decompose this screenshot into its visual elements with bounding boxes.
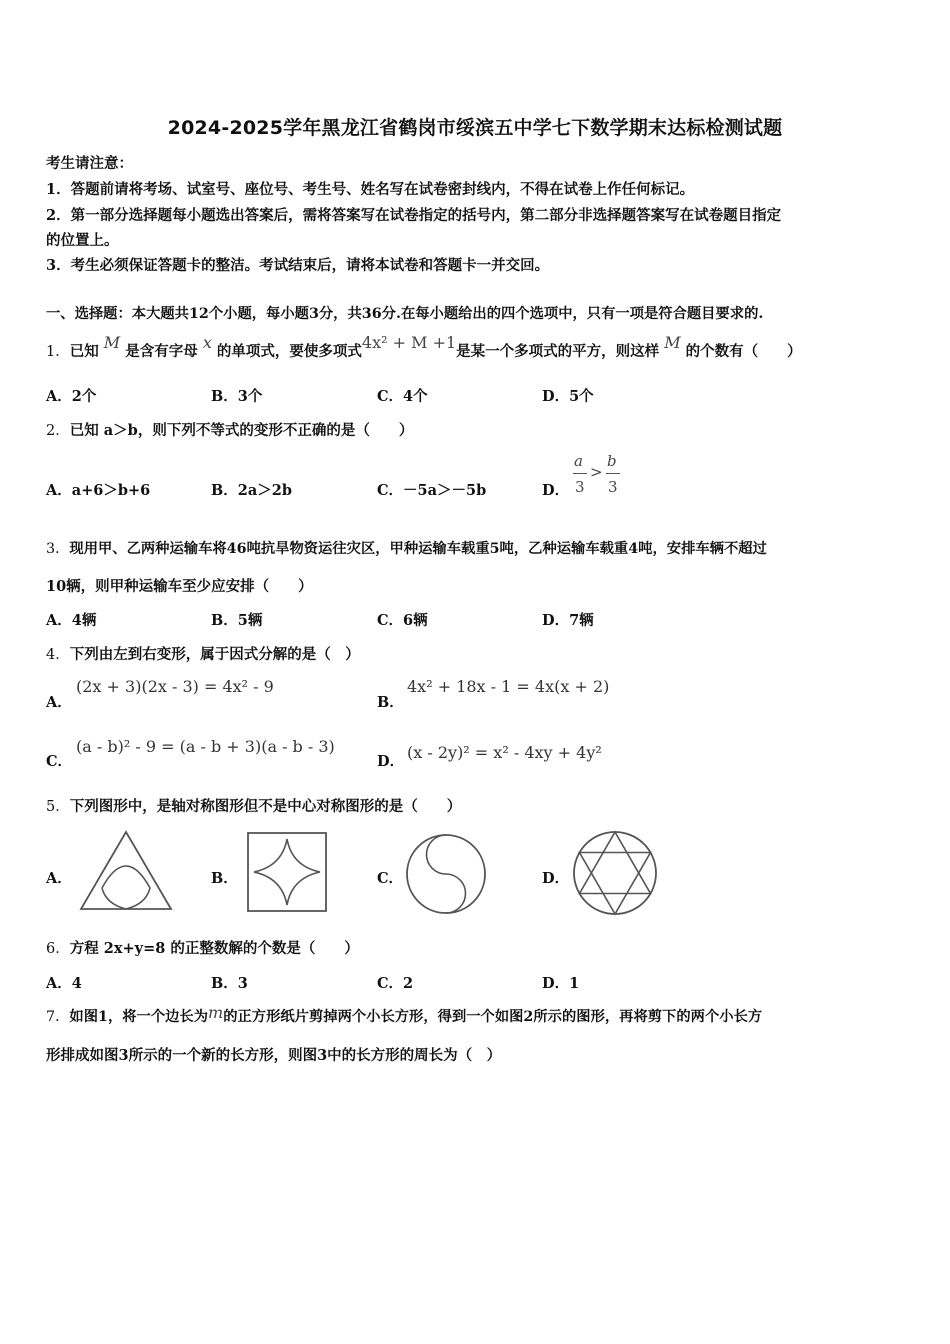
q4-option-b-expr: 4x² + 18x - 1 = 4x(x + 2) bbox=[407, 677, 610, 696]
q1-text-3: 的单项式，要使多项式 bbox=[216, 343, 362, 360]
triangle-arc-figure bbox=[76, 828, 176, 914]
q1-math-x: x bbox=[202, 333, 212, 352]
question-6 bbox=[46, 937, 359, 958]
question-number: 3． bbox=[46, 541, 70, 557]
q4-option-a-expr: (2x + 3)(2x - 3) = 4x² - 9 bbox=[76, 677, 274, 696]
q5-text: 下列图形中，是轴对称图形但不是中心对称图形的是（ ） bbox=[69, 798, 462, 815]
question-1 bbox=[46, 333, 802, 361]
greater-than-sign: > bbox=[590, 463, 603, 481]
yin-yang-figure bbox=[402, 831, 490, 917]
star-of-david-figure bbox=[570, 828, 660, 918]
q1-option-d[interactable]: D．5个 bbox=[542, 388, 594, 405]
q6-option-b[interactable]: B．3 bbox=[211, 975, 248, 992]
q4-option-c[interactable]: C． bbox=[46, 753, 73, 770]
question-number: 6． bbox=[46, 941, 70, 957]
square-star-figure bbox=[244, 830, 330, 914]
q1-math-M: M bbox=[103, 333, 121, 352]
q4-option-a[interactable]: A． bbox=[46, 694, 72, 711]
q1-option-b[interactable]: B．3个 bbox=[211, 388, 263, 405]
q5-option-a[interactable]: A． bbox=[46, 870, 72, 887]
q1-text-1: 已知 bbox=[69, 343, 99, 360]
q3-option-d[interactable]: D．7辆 bbox=[542, 612, 594, 629]
q5-option-c[interactable]: C． bbox=[377, 870, 404, 887]
q7-math-m: m bbox=[208, 1003, 224, 1022]
notice-heading: 考生请注意： bbox=[46, 155, 133, 172]
question-number: 7． bbox=[46, 1009, 70, 1025]
notice-item-2-cont: 的位置上。 bbox=[46, 232, 119, 249]
question-number: 5． bbox=[46, 799, 70, 815]
q2-option-d[interactable]: D． bbox=[542, 482, 570, 499]
q1-text-2: 是含有字母 bbox=[125, 343, 198, 360]
q1-option-c[interactable]: C．4个 bbox=[377, 388, 428, 405]
q2-text: 已知 a＞b，则下列不等式的变形不正确的是（ ） bbox=[69, 422, 414, 439]
q3-option-b[interactable]: B．5辆 bbox=[211, 612, 263, 629]
page-title: 2024-2025学年黑龙江省鹤岗市绥滨五中学七下数学期末达标检测试题 bbox=[167, 117, 783, 139]
q1-text-5: 的个数有（ ） bbox=[685, 343, 802, 360]
q3-text-line1: 现用甲、乙两种运输车将46吨抗旱物资运往灾区，甲种运输车载重5吨，乙种运输车载重4吨，安排车辆不超过 bbox=[69, 541, 767, 557]
q3-text-line2: 10辆，则甲种运输车至少应安排（ ） bbox=[46, 578, 313, 595]
question-number: 4． bbox=[46, 647, 70, 663]
frac-denominator-3: 3 bbox=[608, 478, 618, 496]
q4-option-b[interactable]: B． bbox=[377, 694, 404, 711]
q5-option-b[interactable]: B． bbox=[211, 870, 238, 887]
frac-numerator-a: a bbox=[574, 452, 583, 470]
q7-text-1: 如图1，将一个边长为 bbox=[69, 1009, 209, 1025]
question-4 bbox=[46, 643, 360, 664]
q4-text: 下列由左到右变形，属于因式分解的是（ ） bbox=[69, 646, 360, 663]
question-3 bbox=[46, 538, 767, 558]
q2-option-a[interactable]: A．a+6＞b+6 bbox=[46, 482, 151, 499]
q3-option-a[interactable]: A．4辆 bbox=[46, 612, 97, 629]
question-7 bbox=[46, 1003, 763, 1026]
q7-text-2: 的正方形纸片剪掉两个小长方形，得到一个如图2所示的图形，再将剪下的两个小长方 bbox=[223, 1009, 763, 1025]
frac-numerator-b: b bbox=[607, 452, 617, 470]
q6-option-c[interactable]: C．2 bbox=[377, 975, 414, 992]
fraction-bar bbox=[606, 473, 620, 474]
q3-option-c[interactable]: C．6辆 bbox=[377, 612, 428, 629]
q1-math-M2: M bbox=[664, 333, 681, 352]
question-2 bbox=[46, 419, 413, 440]
q1-text-4: 是某一个多项式的平方，则这样 bbox=[456, 343, 660, 360]
question-number: 1． bbox=[46, 344, 70, 360]
notice-item-3: 3．考生必须保证答题卡的整洁。考试结束后，请将本试卷和答题卡一并交回。 bbox=[46, 257, 550, 274]
q6-text: 方程 2x+y=8 的正整数解的个数是（ ） bbox=[69, 940, 359, 957]
q4-option-d[interactable]: D． bbox=[377, 753, 405, 770]
notice-item-2: 2．第一部分选择题每小题选出答案后，需将答案写在试卷指定的括号内，第二部分非选择题答案写在试卷题目指定 bbox=[46, 207, 782, 224]
q6-option-a[interactable]: A．4 bbox=[46, 975, 82, 992]
frac-denominator-3: 3 bbox=[575, 478, 585, 496]
question-5 bbox=[46, 795, 461, 816]
q7-text-line2: 形排成如图3所示的一个新的长方形，则图3中的长方形的周长为（ ） bbox=[46, 1047, 502, 1064]
notice-item-1: 1．答题前请将考场、试室号、座位号、考生号、姓名写在试卷密封线内，不得在试卷上作任何标记。 bbox=[46, 181, 695, 198]
q1-option-a[interactable]: A．2个 bbox=[46, 388, 97, 405]
q2-option-c[interactable]: C．－5a＞－5b bbox=[377, 482, 487, 499]
q5-option-d[interactable]: D． bbox=[542, 870, 570, 887]
section-heading: 一、选择题：本大题共12个小题，每小题3分，共36分.在每小题给出的四个选项中，只有一项是符合题目要求的. bbox=[46, 306, 764, 322]
q2-option-b[interactable]: B．2a＞2b bbox=[211, 482, 292, 499]
fraction-bar bbox=[573, 473, 587, 474]
q6-option-d[interactable]: D．1 bbox=[542, 975, 580, 992]
q4-option-c-expr: (a - b)² - 9 = (a - b + 3)(a - b - 3) bbox=[76, 737, 335, 756]
q4-option-d-expr: (x - 2y)² = x² - 4xy + 4y² bbox=[407, 743, 602, 762]
q1-math-poly: 4x² + M +1 bbox=[361, 333, 457, 352]
question-number: 2． bbox=[46, 423, 70, 439]
